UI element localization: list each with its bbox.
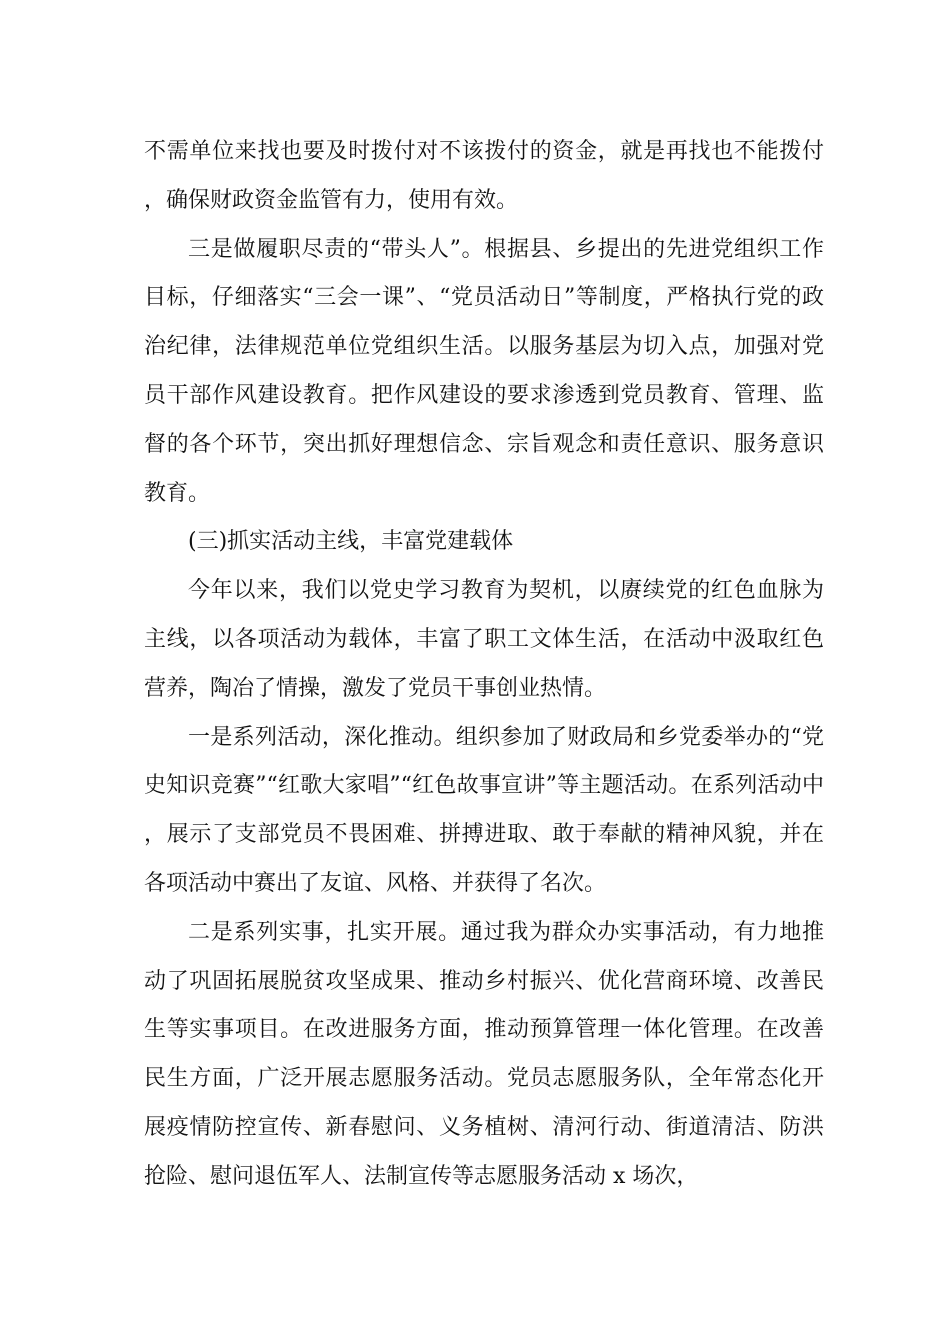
document-body: [144, 128, 824, 1202]
paragraph-funds-continuation: 不需单位来找也要及时拨付对不该拨付的资金，就是再找也不能拨付，确保财政资金监管有力，使用有效。: [144, 139, 824, 213]
paragraph-this-year: 今年以来，我们以党史学习教育为契机，以赓续党的红色血脉为主线，以各项活动为载体，丰富了职工文体生活，在活动中汲取红色营养，陶冶了情操，激发了党员干事创业热情。: [144, 578, 824, 701]
paragraph-role-model: 三是做履职尽责的“带头人”。根据县、乡提出的先进党组织工作目标，仔细落实“三会一课”、“党员活动日”等制度，严格执行党的政治纪律，法律规范单位党组织生活。以服务基层为切入点，加强对党员干部作风建设教育。把作风建设的要求渗透到党员教育、管理、监督的各个环节，突出抓好理想信念、宗旨观念和责任意识、服务意识教育。: [144, 236, 824, 506]
paragraph-series-activities: 一是系列活动，深化推动。组织参加了财政局和乡党委举办的“党史知识竞赛”“红歌大家唱”“红色故事宣讲”等主题活动。在系列活动中，展示了支部党员不畏困难、拼搏进取、敢于奉献的精神风貌，并在各项活动中赛出了友谊、风格、并获得了名次。: [144, 724, 824, 896]
section-heading-activities: (三)抓实活动主线，丰富党建载体: [188, 529, 514, 555]
paragraph-practical-matters: 二是系列实事，扎实开展。通过我为群众办实事活动，有力地推动了巩固拓展脱贫攻坚成果、推动乡村振兴、优化营商环境、改善民生等实事项目。在改进服务方面，推动预算管理一体化管理。在改善民生方面，广泛开展志愿服务活动。党员志愿服务队，全年常态化开展疫情防控宣传、新春慰问、义务植树、清河行动、街道清洁、防洪抢险、慰问退伍军人、法制宣传等志愿服务活动 x 场次，: [144, 919, 824, 1189]
